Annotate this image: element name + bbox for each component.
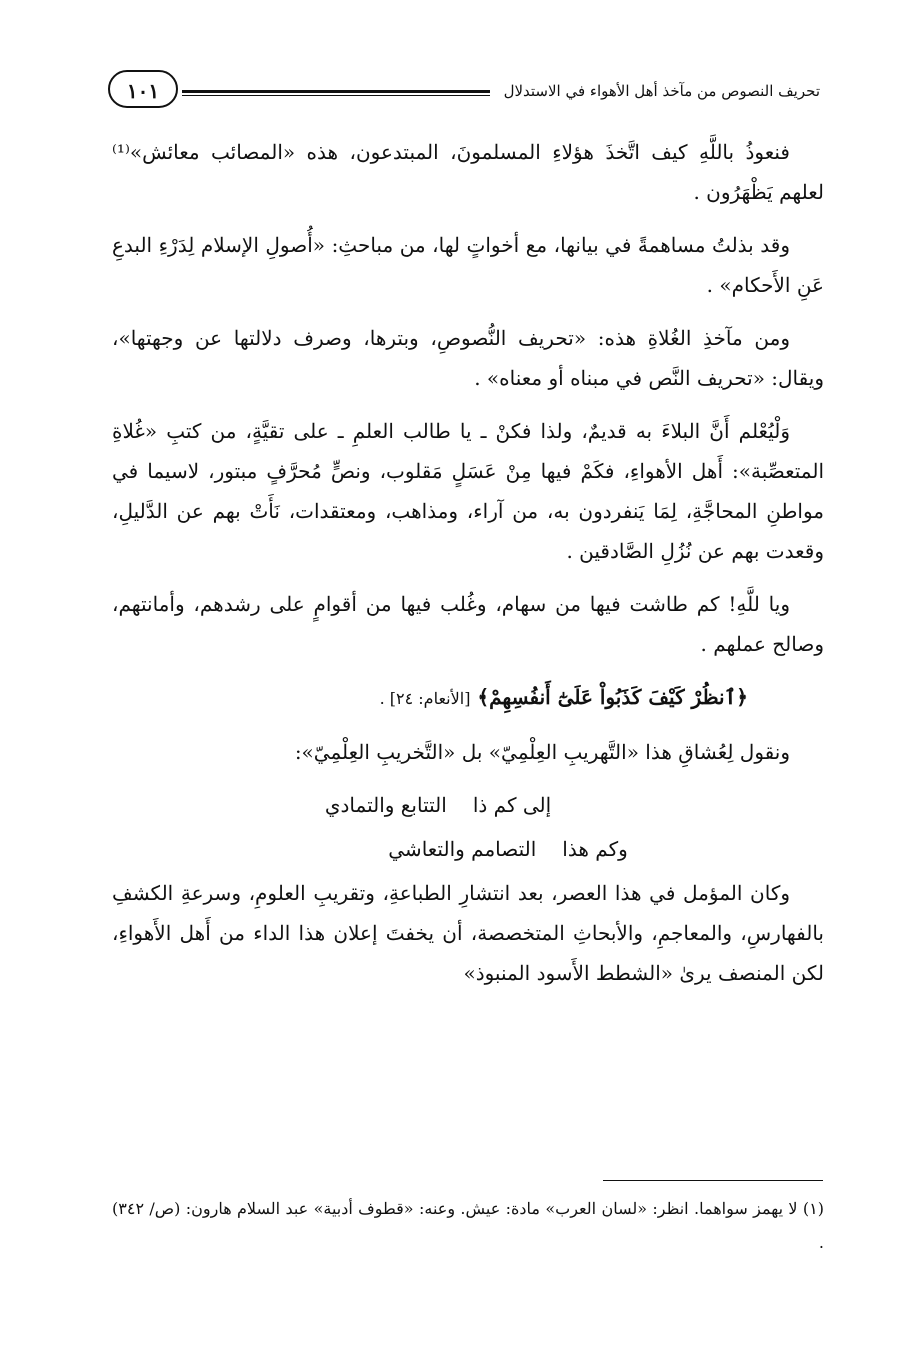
page-number: ١٠١ xyxy=(108,70,178,108)
poem-line-2 xyxy=(112,829,824,869)
running-header xyxy=(108,68,820,112)
footnote: (١) لا يهمز سواهما. انظر: «لسان العرب» مادة: عيش. وعنه: «قطوف أدبية» عبد السلام هارون: (ص/ ٣٤٢) . xyxy=(112,1199,824,1252)
paragraph: ويا للَّهِ! كم طاشت فيها من سهام، وغُلب فيها من أقوامٍ على رشدهم، وأمانتهم، وصالح عملهم . xyxy=(112,592,824,656)
poem-hemistich: التتابع والتمادي xyxy=(324,793,447,817)
poem-hemistich: التصامم والتعاشي xyxy=(388,837,537,861)
paragraph: ومن مآخذِ الغُلاةِ هذه: «تحريف النُّصوصِ، وبترها، وصرف دلالتها عن وجهتها»، ويقال: «تحريف النَّص في مبناه أو معناه» . xyxy=(112,326,824,390)
closing-paragraph: وكان المؤمل في هذا العصر، بعد انتشارِ الطباعةِ، وتقريبِ العلومِ، وسرعةِ الكشفِ بالفهارسِ، والمعاجمِ، والأبحاثِ المتخصصة، أن يخفتَ إعلان هذا الداء من أَهل الأَهواءِ، لكن المنصف يرىٰ «الشطط الأَسود المنبوذ» xyxy=(112,881,824,985)
quran-reference: [الأنعام: ٢٤] . xyxy=(379,689,471,708)
poem-hemistich: إلى كم ذا xyxy=(472,793,552,817)
poem-line-1 xyxy=(112,785,824,825)
paragraph: وقد بذلتُ مساهمةً في بيانها، مع أخواتٍ لها، من مباحثِ: «أُصولِ الإسلام لِدَرْءِ البدعِ عَنِ الأَحكام» . xyxy=(112,233,824,297)
header-title: تحريف النصوص من مآخذ أهل الأهواء في الاستدلال xyxy=(503,82,820,100)
main-text xyxy=(112,132,824,1006)
header-rule xyxy=(182,90,490,96)
intro-line: ونقول لِعُشاقِ هذا «التَّهريبِ العِلْمِيّ» بل «التَّخريبِ العِلْمِيّ»: xyxy=(294,740,790,764)
quran-verse xyxy=(112,677,824,719)
paragraph: فنعوذُ باللَّهِ كيف اتَّخذَ هؤلاءِ المسلمونَ، المبتدعون، هذه «المصائب معائش»⁽¹⁾ لعلهم يَظْهَرُون . xyxy=(112,140,824,204)
paragraph: وَلْيُعْلم أَنَّ البلاءَ به قديمٌ، ولذا فكنْ ـ يا طالب العلمِ ـ على تقيَّةٍ، من كتبِ «غُلاةِ المتعصِّبة»: أَهل الأهواءِ، فكَمْ فيها مِنْ عَسَلٍ مَقلوب، ونصٍّ مُحرَّفٍ مبتور، لاسيما في مواطنِ المحاجَّةِ، لِمَا يَنفردون به، من آراء، ومذاهب، ومعتقدات، نَأَتْ بهم عن الدَّليلِ، وقعدت بهم عن نُزُلِ الصَّادقين . xyxy=(112,419,824,563)
poem-hemistich: وكم هذا xyxy=(562,837,628,861)
footnotes xyxy=(112,1192,824,1260)
quran-text: ﴿ٱنظُرْ كَيْفَ كَذَبُواْ عَلَىٰٓ أَنفُسِهِمْ﴾ xyxy=(477,685,748,709)
footnote-separator xyxy=(603,1180,823,1181)
